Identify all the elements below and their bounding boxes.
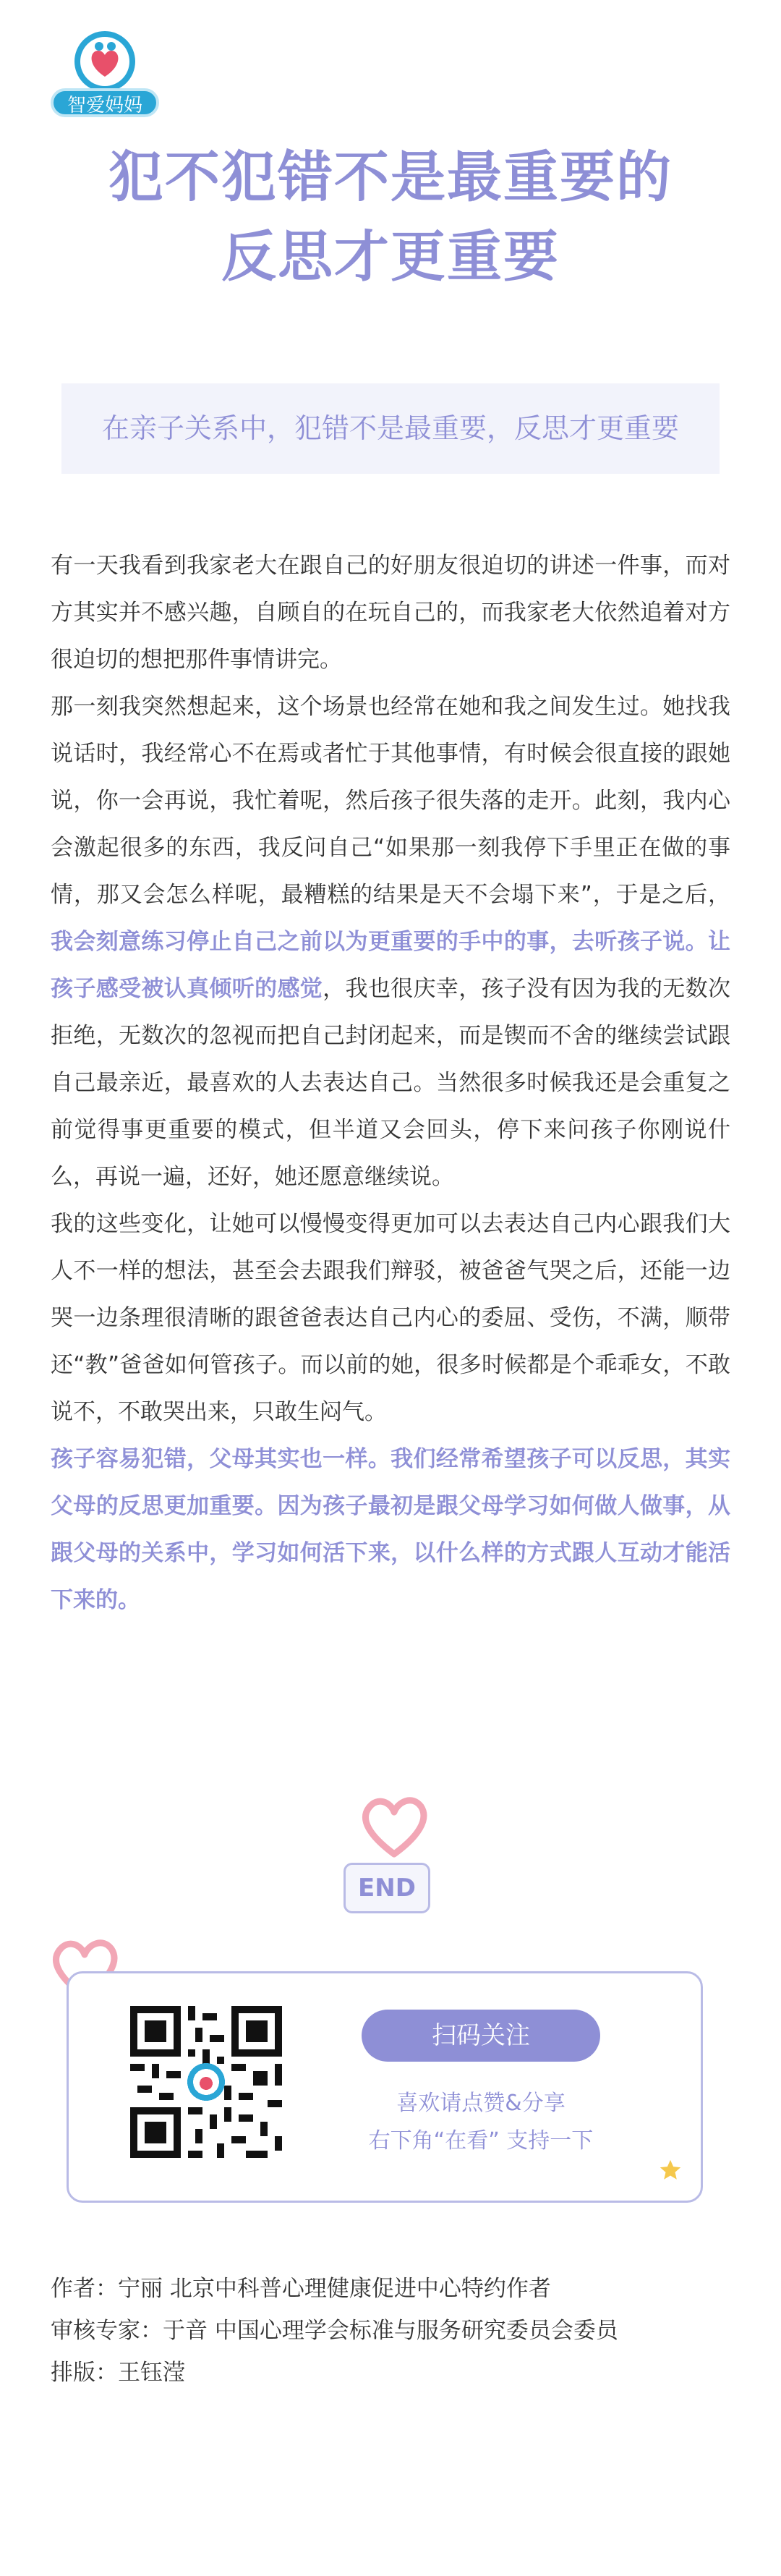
paragraph-2-text-b: ，我也很庆幸，孩子没有因为我的无数次拒绝，无数次的忽视而把自己封闭起来，而是锲而不舍的继续尝试跟自己最亲近，最喜欢的人去表达自己。当然很多时候我还是会重复之前觉得事更重要的模式，但半道又会回头，停下来问孩子你刚说什么，再说一遍，还好，她还愿意继续说。 bbox=[51, 976, 731, 1190]
brand-logo bbox=[51, 29, 159, 123]
follow-card bbox=[67, 1971, 703, 2203]
like-share-prompt: 喜欢请点赞&分享 bbox=[396, 2091, 566, 2116]
author-credit: 作者：宁丽 北京中科普心理健康促进中心特约作者 bbox=[51, 2276, 551, 2302]
reviewer-credit: 审核专家：于音 中国心理学会标准与服务研究委员会委员 bbox=[51, 2318, 618, 2344]
subtitle-text: 在亲子关系中，犯错不是最重要，反思才更重要 bbox=[101, 412, 679, 444]
heart-icon bbox=[354, 1790, 434, 1863]
qr-code-icon[interactable] bbox=[130, 2006, 282, 2158]
paragraph-2-text-a: 那一刻我突然想起来，这个场景也经常在她和我之间发生过。她找我说话时，我经常心不在焉或者忙于其他事情，有时候会很直接的跟她说，你一会再说，我忙着呢，然后孩子很失落的走开。此刻，我内心会激起很多的东西，我反问自己“如果那一刻我停下手里正在做的事情，那又会怎么样呢，最糟糕的结果是天不会塌下来”，于是之后， bbox=[51, 694, 730, 908]
paragraph-3: 我的这些变化，让她可以慢慢变得更加可以去表达自己内心跟我们大人不一样的想法，甚至会去跟我们辩驳，被爸爸气哭之后，还能一边哭一边条理很清晰的跟爸爸表达自己内心的委屈、受伤，不满，顺带还“教”爸爸如何管孩子。而以前的她，很多时候都是个乖乖女，不敢说不，不敢哭出来，只敢生闷气。 bbox=[51, 1211, 730, 1425]
follow-button[interactable]: 扫码关注 bbox=[362, 2010, 600, 2062]
watching-prompt: 右下角“在看” 支持一下 bbox=[368, 2128, 594, 2154]
star-icon bbox=[658, 2158, 683, 2182]
family-heart-icon bbox=[72, 29, 137, 94]
title-line-1: 犯不犯错不是最重要的 bbox=[108, 145, 673, 209]
layout-credit: 排版：王钰滢 bbox=[51, 2360, 185, 2386]
credits bbox=[51, 2268, 745, 2394]
article-body bbox=[51, 543, 730, 1624]
paragraph-2 bbox=[51, 684, 730, 1201]
paragraph-4-highlight: 孩子容易犯错，父母其实也一样。我们经常希望孩子可以反思，其实父母的反思更加重要。因为孩子最初是跟父母学习如何做人做事，从跟父母的关系中，学习如何活下来，以什么样的方式跟人互动才能活下来的。 bbox=[51, 1446, 730, 1613]
article-title bbox=[0, 137, 781, 297]
paragraph-1: 有一天我看到我家老大在跟自己的好朋友很迫切的讲述一件事，而对方其实并不感兴趣，自顾自的在玩自己的，而我家老大依然追着对方很迫切的想把那件事情讲完。 bbox=[51, 553, 730, 673]
title-line-2: 反思才更重要 bbox=[221, 224, 560, 289]
subtitle-banner bbox=[61, 383, 720, 474]
paragraph-2-highlight: 我会刻意练习停止自己之前以为更重要的手中的事，去听孩子说。让孩子感受被认真倾听的感觉 bbox=[51, 929, 730, 1002]
end-badge: END bbox=[343, 1863, 430, 1913]
logo-text: 智爱妈妈 bbox=[51, 88, 159, 117]
